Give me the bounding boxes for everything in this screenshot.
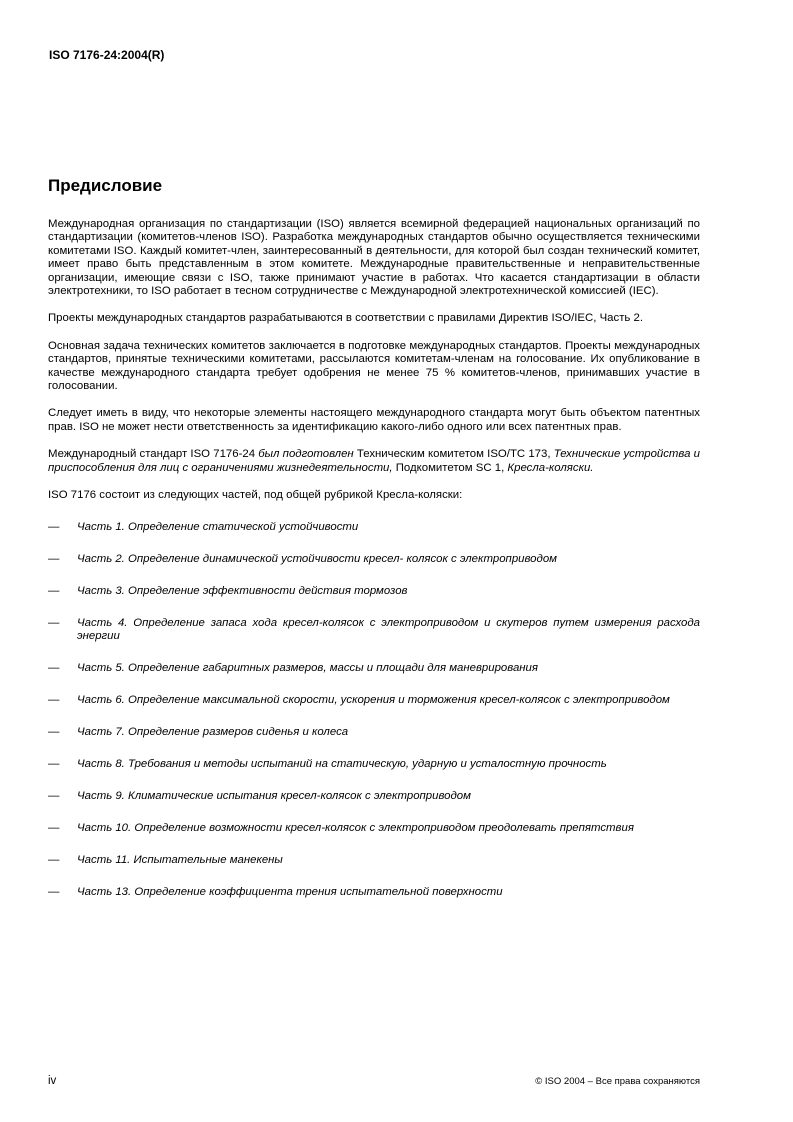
list-item: [48, 521, 700, 534]
list-item-text: Часть 9. Климатические испытания кресел-колясок с электроприводом: [77, 789, 471, 802]
list-item-text: Часть 1. Определение статической устойчивости: [77, 520, 359, 533]
dash-marker: —: [48, 661, 60, 674]
prepared-committee-title: Технические устройства и приспособления для лиц с ограничениями жизнедеятельности,: [48, 448, 700, 474]
paragraph-committee-task: Основная задача технических комитетов заключается в подготовке международных стандартов. Проекты международных стандартов, принятые техническими комитетами, рассылаются комитетам-членам на голосование. Их опубликование в качестве международного стандарта требует одобрения не менее 75 % комитетов-членов, принимавших участие в голосовании.: [48, 339, 700, 393]
dash-marker: —: [48, 693, 60, 706]
list-item-text: Часть 3. Определение эффективности действия тормозов: [77, 584, 408, 597]
list-item-text: Часть 2. Определение динамической устойчивости кресел- колясок с электроприводом: [77, 552, 557, 565]
list-item: [48, 726, 700, 739]
list-item-text: Часть 5. Определение габаритных размеров, массы и площади для маневрирования: [77, 661, 538, 674]
dash-marker: —: [48, 520, 60, 533]
prepared-text-3: Техническим комитетом ISO/TC 173,: [353, 448, 554, 461]
list-item-text: Часть 6. Определение максимальной скорости, ускорения и торможения кресел-колясок с электроприводом: [77, 693, 670, 706]
dash-marker: —: [48, 853, 60, 866]
dash-marker: —: [48, 552, 60, 565]
dash-marker: —: [48, 616, 60, 629]
paragraph-iso-intro: Международная организация по стандартизации (ISO) является всемирной федерацией национальных организаций по стандартизации (комитетов-членов ISO). Разработка международных стандартов обычно осуществляется техническими комитетами ISO. Каждый комитет-член, заинтересованный в деятельности, для которой был создан технический комитет, имеет право быть представленным в этом комитете. Международные правительственные и неправительственные организации, имеющие связи с ISO, также принимают участие в работах. Что касается стандартизации в области электротехники, то ISO работает в тесном сотрудничестве с Международной электротехнической комиссией (IEC).: [48, 218, 700, 298]
list-item-text: Часть 10. Определение возможности кресел-колясок с электроприводом преодолевать препятствия: [77, 821, 634, 834]
dash-marker: —: [48, 584, 60, 597]
prepared-text-5: Подкомитетом SC 1,: [392, 461, 508, 474]
paragraph-parts-intro: ISO 7176 состоит из следующих частей, под общей рубрикой Кресла-коляски:: [48, 489, 463, 502]
document-id-header: ISO 7176-24:2004(R): [49, 48, 165, 62]
prepared-text-1: Международный стандарт ISO 7176-24: [48, 448, 259, 461]
list-item: [48, 822, 700, 835]
list-item: [48, 617, 700, 644]
list-item-text: Часть 8. Требования и методы испытаний на статическую, ударную и усталостную прочность: [77, 757, 607, 770]
list-item: [48, 553, 700, 566]
foreword-body: [48, 218, 700, 918]
prepared-subcommittee-title: Кресла-коляски.: [507, 461, 594, 474]
list-item-text: Часть 13. Определение коэффициента трения испытательной поверхности: [77, 885, 503, 898]
parts-list: [48, 521, 700, 900]
copyright-notice: © ISO 2004 – Все права сохраняются: [535, 1076, 700, 1087]
dash-marker: —: [48, 757, 60, 770]
list-item-text: Часть 7. Определение размеров сиденья и колеса: [77, 725, 349, 738]
list-item-text: Часть 4. Определение запаса хода кресел-колясок с электроприводом и скутеров путем измерения расхода энергии: [77, 616, 700, 642]
page-title: Предисловие: [48, 176, 163, 195]
list-item: [48, 854, 700, 867]
list-item-text: Часть 11. Испытательные манекены: [77, 853, 283, 866]
prepared-text-2: был подготовлен: [258, 448, 354, 461]
dash-marker: —: [48, 725, 60, 738]
dash-marker: —: [48, 885, 60, 898]
list-item: [48, 886, 700, 899]
dash-marker: —: [48, 789, 60, 802]
list-item: [48, 790, 700, 803]
dash-marker: —: [48, 821, 60, 834]
list-item: [48, 662, 700, 675]
list-item: [48, 758, 700, 771]
paragraph-directives: Проекты международных стандартов разрабатываются в соответствии с правилами Директив ISO/IEC, Часть 2.: [48, 312, 644, 325]
list-item: [48, 585, 700, 598]
page-number: iv: [48, 1075, 57, 1087]
list-item: [48, 694, 700, 707]
paragraph-prepared-by: [48, 448, 700, 475]
paragraph-patent-rights: Следует иметь в виду, что некоторые элементы настоящего международного стандарта могут быть объектом патентных прав. ISO не может нести ответственность за идентификацию какого-либо одного или всех патентных прав.: [48, 407, 700, 433]
